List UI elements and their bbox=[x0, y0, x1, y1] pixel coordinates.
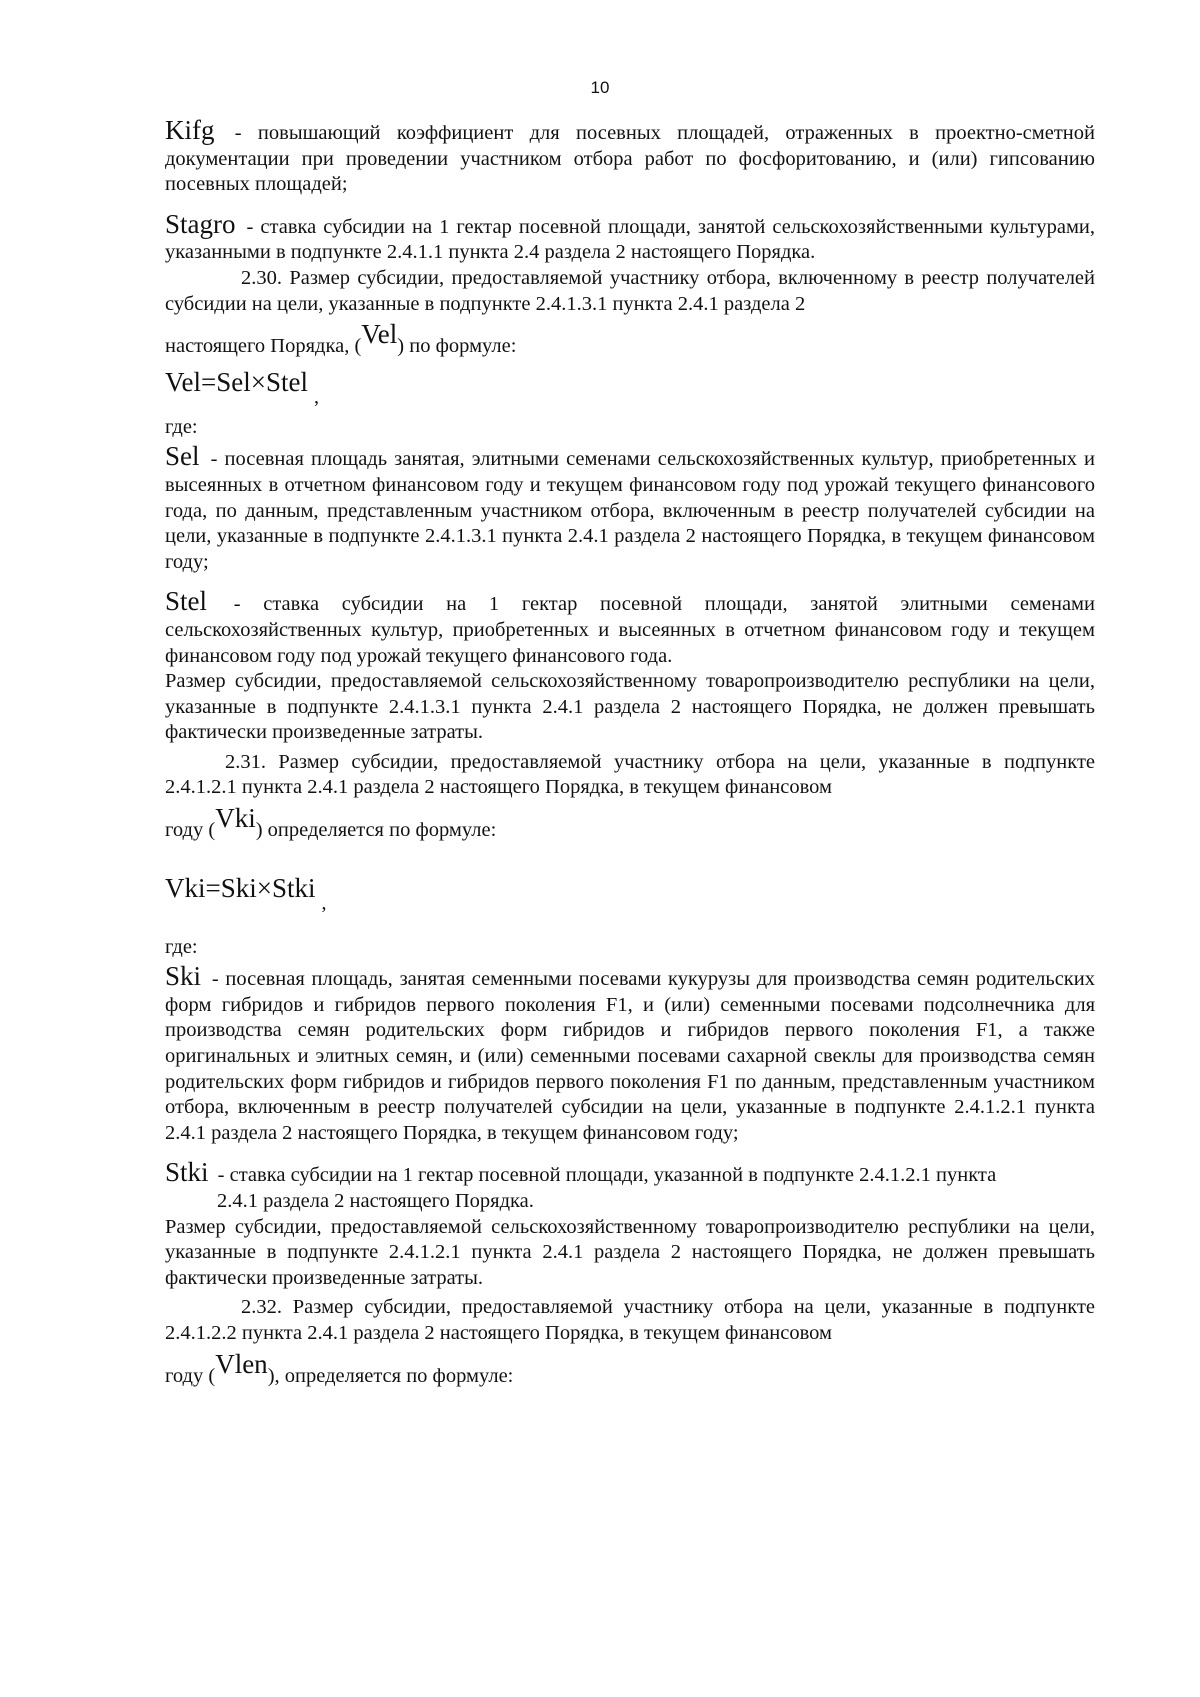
definition-stagro bbox=[165, 208, 1096, 266]
symbol-vlen: Vlen bbox=[215, 1348, 268, 1379]
paragraph-2-31-cont-before: году ( bbox=[165, 819, 216, 842]
where-label-2: где: bbox=[165, 935, 198, 958]
paragraph-2-32-cont-before: году ( bbox=[165, 1364, 216, 1387]
limit-paragraph-1: Размер субсидии, предоставляемой сельскохозяйственному товаропроизводителю республики на цели, указанные в подпункте 2.4.1.3.1 пункта 2.4.1 раздела 2 настоящего Порядка, не должен превышать фактически произведенные затраты. bbox=[165, 670, 1095, 744]
paragraph-2-31-continuation bbox=[165, 803, 1095, 844]
definition-stki bbox=[165, 1157, 1095, 1189]
paragraph-2-31-cont-after: ) определяется по формуле: bbox=[255, 819, 497, 842]
limit-paragraph-2: Размер субсидии, предоставляемой сельскохозяйственному товаропроизводителю республики на цели, указанные в подпункте 2.4.1.2.1 пункта 2.4.1 раздела 2 настоящего Порядка, не должен превышать фактически произведенные затраты. bbox=[165, 1215, 1095, 1289]
paragraph-2-32-continuation bbox=[165, 1348, 1095, 1390]
formula-vel-comma: , bbox=[313, 385, 319, 408]
definition-stagro-text: - ставка субсидии на 1 гектар посевной площади, занятой сельскохозяйственными культурами, указанными в подпункте 2.4.1.1 пункта 2.4 раздела 2 настоящего Порядка. bbox=[165, 215, 1096, 264]
symbol-kifg: Kifg bbox=[165, 115, 215, 145]
definition-stel bbox=[165, 586, 1096, 669]
definition-ski bbox=[165, 961, 1095, 1146]
formula-vki-expression: Vki=Ski×Stki bbox=[165, 872, 316, 903]
symbol-stagro: Stagro bbox=[165, 208, 236, 239]
definition-ski-text: - посевная площадь, занятая семенными посевами кукурузы для производства семян родительских форм гибридов и гибридов первого поколения F1, и (или) семенными посевами подсолнечника для производства семян родительских форм гибридов и гибридов первого поколения F1, а также оригинальных и элитных семян, и (или) семенными посевами сахарной свеклы для производства семян родительских форм гибридов и гибридов первого поколения F1 по данным, представленным участником отбора, включенным в реестр получателей субсидии на цели, указанные в подпункте 2.4.1.2.1 пункта 2.4.1 раздела 2 настоящего Порядка, в текущем финансовом году; bbox=[165, 968, 1095, 1144]
definition-stki-continuation: 2.4.1 раздела 2 настоящего Порядка. bbox=[217, 1190, 534, 1212]
document-body bbox=[165, 115, 1096, 1389]
paragraph-2-32-cont-after: ), определяется по формуле: bbox=[267, 1364, 514, 1387]
where-label-1: где: bbox=[165, 415, 198, 438]
symbol-stki: Stki bbox=[165, 1157, 209, 1188]
paragraph-2-30-cont-before: настоящего Порядка, ( bbox=[165, 335, 362, 358]
symbol-vki: Vki bbox=[215, 803, 256, 834]
definition-kifg bbox=[165, 115, 1095, 198]
page-number: 10 bbox=[590, 78, 610, 97]
symbol-stel: Stel bbox=[165, 586, 208, 617]
paragraph-2-32: 2.32. Размер субсидии, предоставляемой участнику отбора на цели, указанные в подпункте 2.4.1.2.2 пункта 2.4.1 раздела 2 настоящего Порядка, в текущем финансовом bbox=[165, 1296, 1095, 1344]
symbol-vel: Vel bbox=[361, 319, 398, 350]
definition-kifg-text: - повышающий коэффициент для посевных площадей, отраженных в проектно-сметной документации при проведении участником отбора работ по фосфоритованию, и (или) гипсованию посевных площадей; bbox=[165, 122, 1095, 196]
definition-sel-text: - посевная площадь занятая, элитными семенами сельскохозяйственных культур, приобретенных и высеянных в отчетном финансовом году и текущем финансовом году под урожай текущего финансового года, по данным, представленным участником отбора, включенным в реестр получателей субсидии на цели, указанные в подпункте 2.4.1.3.1 пункта 2.4.1 раздела 2 настоящего Порядка, в текущем финансовом году; bbox=[165, 448, 1096, 573]
formula-vki bbox=[165, 872, 1095, 914]
definition-stki-text: - ставка субсидии на 1 гектар посевной площади, указанной в подпункте 2.4.1.2.1 пункта bbox=[217, 1164, 997, 1187]
symbol-sel: Sel bbox=[165, 441, 200, 472]
definition-sel bbox=[165, 441, 1096, 575]
paragraph-2-31: 2.31. Размер субсидии, предоставляемой участнику отбора на цели, указанные в подпункте 2.4.1.2.1 пункта 2.4.1 раздела 2 настоящего Порядка, в текущем финансовом bbox=[165, 750, 1095, 799]
paragraph-2-30: 2.30. Размер субсидии, предоставляемой участнику отбора, включенному в реестр получателей субсидии на цели, указанные в подпункте 2.4.1.3.1 пункта 2.4.1 раздела 2 bbox=[165, 266, 1095, 315]
paragraph-2-30-continuation bbox=[165, 319, 1095, 360]
formula-vel-expression: Vel=Sel×Stel bbox=[165, 366, 308, 397]
symbol-ski: Ski bbox=[165, 961, 202, 992]
definition-stel-text: - ставка субсидии на 1 гектар посевной площади, занятой элитными семенами сельскохозяйственных культур, приобретенных и высеянных в отчетном финансовом году и текущем финансовом году под урожай текущего финансового года. bbox=[165, 593, 1096, 667]
formula-vel bbox=[165, 366, 1095, 408]
paragraph-2-30-cont-after: ) по формуле: bbox=[397, 335, 517, 358]
formula-vki-comma: , bbox=[321, 891, 327, 914]
